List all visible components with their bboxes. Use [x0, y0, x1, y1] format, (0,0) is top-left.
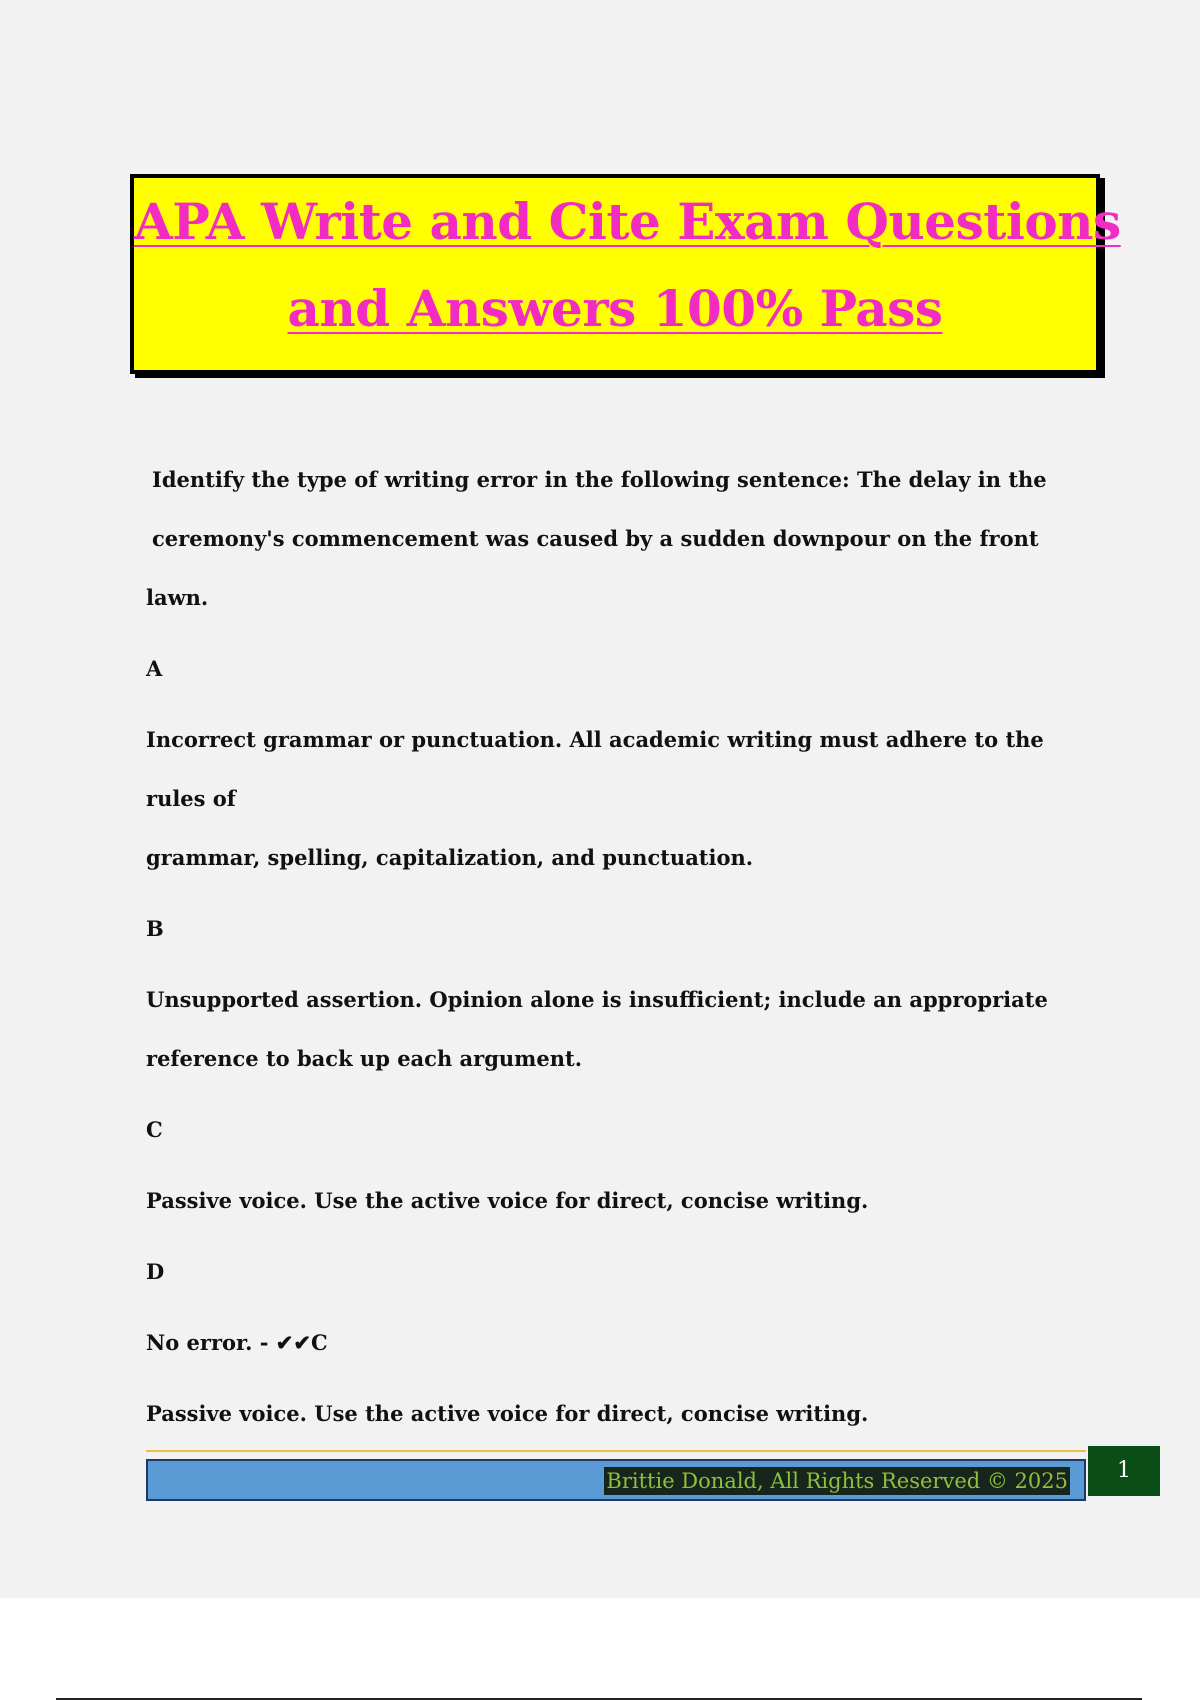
footer-bar [146, 1459, 1086, 1501]
question-content [146, 450, 1086, 1443]
answer-explanation: Passive voice. Use the active voice for direct, concise writing. [146, 1401, 869, 1426]
option-letter-c: C [146, 1117, 163, 1142]
footer-divider [146, 1450, 1086, 1452]
option-letter-b: B [146, 916, 164, 941]
title-line-2: and Answers 100% Pass [287, 279, 943, 338]
question-line-1: Identify the type of writing error in the following sentence: The delay in the [152, 467, 1047, 492]
page-number: 1 [1088, 1446, 1160, 1496]
question-line-2: ceremony's commencement was caused by a sudden downpour on the front lawn. [146, 526, 1039, 610]
title-line-1: APA Write and Cite Exam Questions [134, 192, 1121, 251]
option-b-text [146, 970, 1086, 1088]
question-text [146, 450, 1086, 627]
option-d-text: No error. - ✔✔C [146, 1330, 328, 1355]
option-a-line-2: grammar, spelling, capitalization, and punctuation. [146, 845, 754, 870]
title-box [130, 174, 1121, 374]
option-a-line-1: Incorrect grammar or punctuation. All academic writing must adhere to the rules of [146, 727, 1044, 811]
option-b-line-2: reference to back up each argument. [146, 1046, 583, 1071]
option-c-text: Passive voice. Use the active voice for direct, concise writing. [146, 1188, 869, 1213]
footer-copyright: Brittie Donald, All Rights Reserved © 2025 [606, 1469, 1068, 1493]
option-letter-a: A [146, 656, 163, 681]
option-b-line-1: Unsupported assertion. Opinion alone is insufficient; include an appropriate [146, 987, 1048, 1012]
option-a-text [146, 710, 1086, 887]
option-letter-d: D [146, 1259, 165, 1284]
